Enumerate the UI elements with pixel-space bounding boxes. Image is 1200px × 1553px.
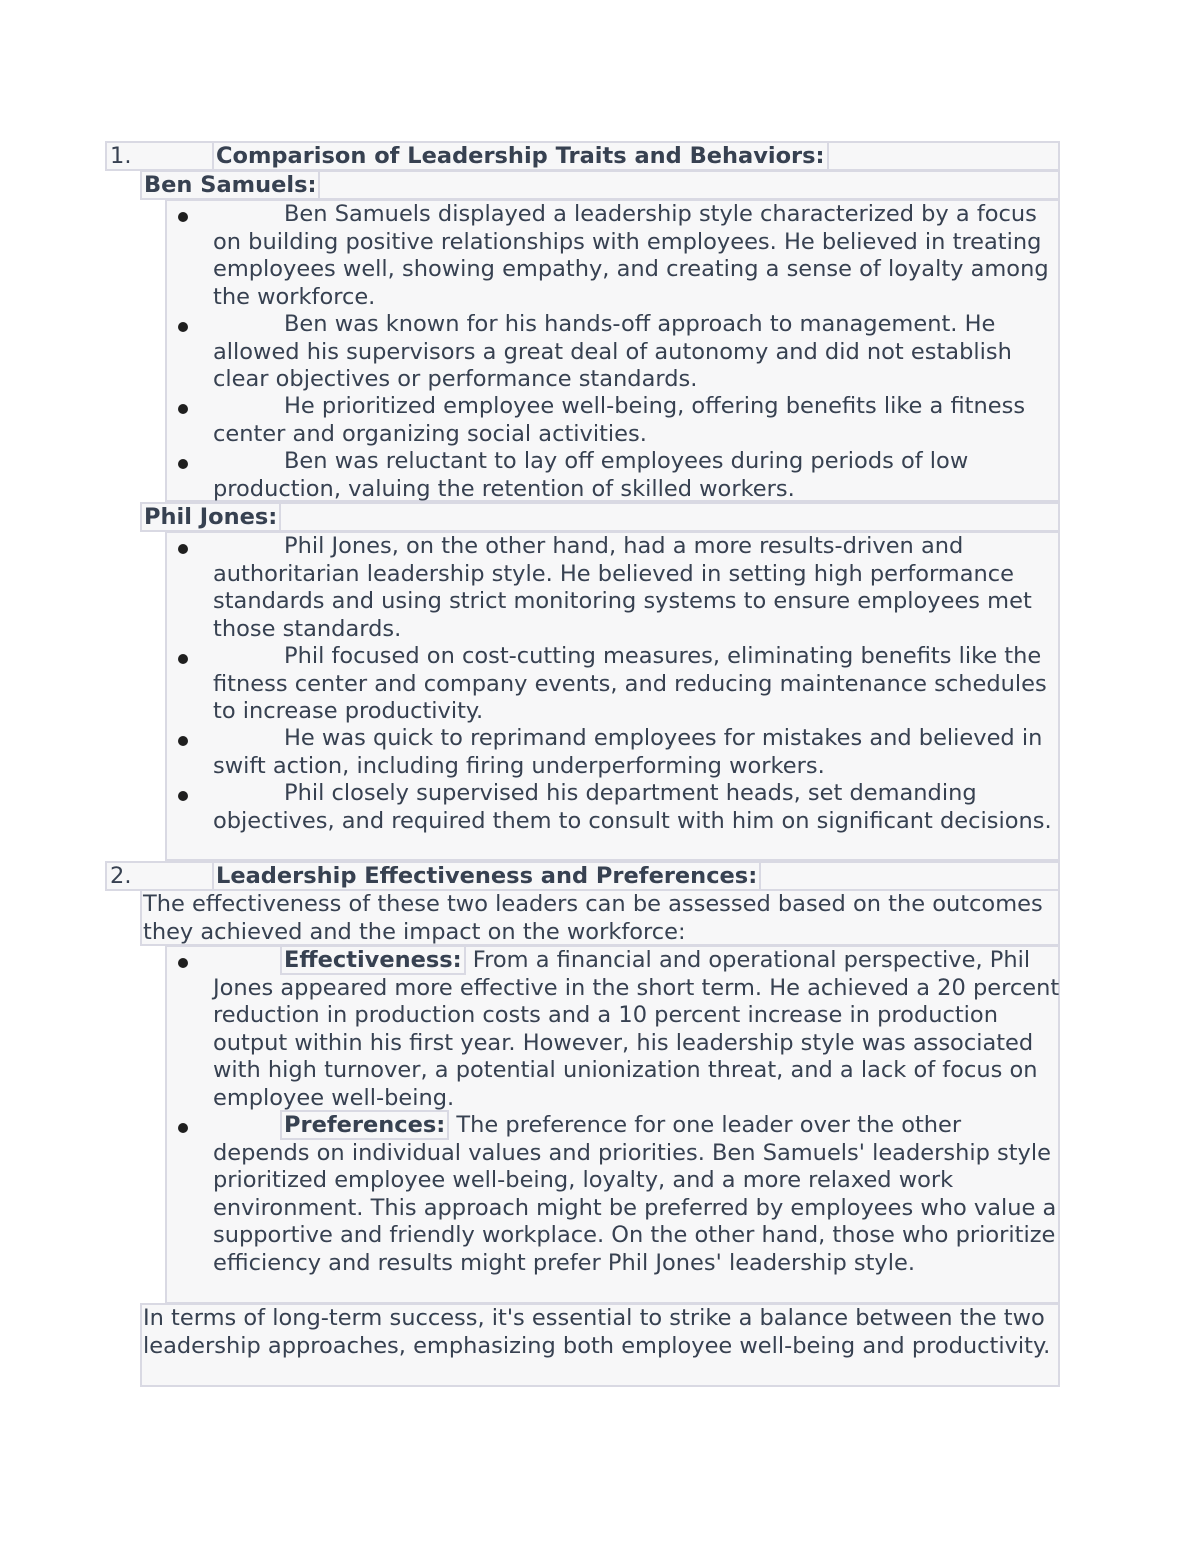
bullet-icon [178,404,188,414]
list-item-text: Ben Samuels displayed a leadership style characterized by a focus on building positive relationships with employees. He believed in treating employees well, showing empathy, and creating a sense of loyalty among the workforce. [213,201,1049,310]
list-item-text: He prioritized employee well-being, offering benefits like a fitness center and organizing social activities. [213,393,1026,447]
bullet-icon [178,459,188,469]
bullet-icon [178,736,188,746]
list-item-text: Ben was known for his hands-off approach to management. He allowed his supervisors a great deal of autonomy and did not establish clear objectives or performance standards. [213,311,1012,392]
bullet-icon [178,958,188,968]
list-item-text: Phil Jones, on the other hand, had a more results-driven and authoritarian leadership style. He believed in setting high performance standards and using strict monitoring systems to ensure employees met those standards. [213,533,1032,642]
bullet-icon [178,1123,188,1133]
bullet-icon [178,791,188,801]
bullet-icon [178,212,188,222]
list-item-text: Phil focused on cost-cutting measures, eliminating benefits like the fitness center and company events, and reducing maintenance schedules to increase productivity. [213,643,1047,724]
intro-text: The effectiveness of these two leaders can be assessed based on the outcomes they achieved and the impact on the workforce: [143,891,1043,945]
section-1-number: 1. [110,143,132,169]
list-item-text: He was quick to reprimand employees for mistakes and believed in swift action, including firing underperforming workers. [213,725,1043,779]
phil-jones-list [165,531,1060,861]
bullet-icon [178,322,188,332]
effectiveness-label: Effectiveness: [280,945,466,975]
list-item-text: Phil closely supervised his department heads, set demanding objectives, and required them to consult with him on significant decisions. [213,780,1052,834]
list-item-text: Ben was reluctant to lay off employees during periods of low production, valuing the retention of skilled workers. [213,448,969,502]
phil-jones-heading-row [140,502,1060,532]
bullet-icon [178,654,188,664]
preferences-label: Preferences: [280,1110,449,1140]
section-2-heading [105,861,1060,891]
section-1-heading [105,141,1060,171]
ben-samuels-heading-row [140,170,1060,200]
ben-samuels-list [165,199,1060,502]
section-2-list [165,945,1060,1304]
section-2-title: Leadership Effectiveness and Preferences: [212,861,761,891]
section-2-intro [140,889,1060,946]
section-2-number: 2. [110,863,132,889]
list-item-text [213,947,1061,1112]
preferences-text: The preference for one leader over the other depends on individual values and priorities. Ben Samuels' leadership style prioritized employee well-being, loyalty, and a more relaxed work environment. This approach might be preferred by employees who value a supportive and friendly workplace. On the other hand, those who prioritize efficiency and results might prefer Phil Jones' leadership style. [213,1112,1057,1276]
effectiveness-text: From a financial and operational perspective, Phil Jones appeared more effective in the short term. He achieved a 20 percent reduction in production costs and a 10 percent increase in production output within his first year. However, his leadership style was associated with high turnover, a potential unionization threat, and a lack of focus on employee well-being. [213,947,1060,1111]
section-1-title: Comparison of Leadership Traits and Behaviors: [212,141,829,171]
bullet-icon [178,544,188,554]
phil-jones-heading: Phil Jones: [140,502,281,532]
ben-samuels-heading: Ben Samuels: [140,170,320,200]
conclusion-paragraph [140,1303,1060,1387]
list-item-text [213,1112,1061,1277]
conclusion-text: In terms of long-term success, it's essential to strike a balance between the two leadership approaches, emphasizing both employee well-being and productivity. [143,1305,1051,1359]
